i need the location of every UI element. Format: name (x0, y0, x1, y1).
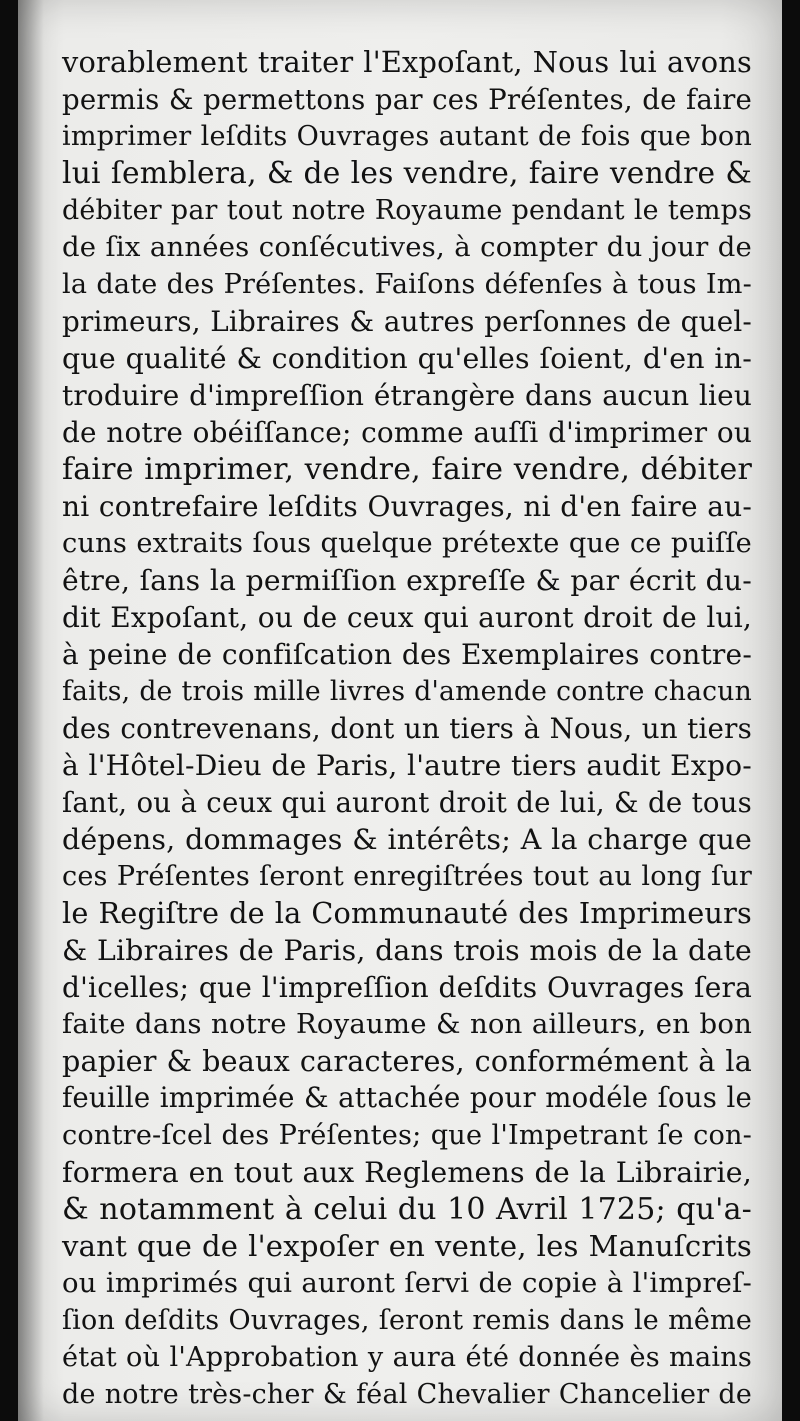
text-line: vorablement traiter l'Expoſant, Nous lui avons (62, 45, 752, 79)
text-line: ces Préſentes ſeront enregiſtrées tout au long ſur (62, 861, 752, 892)
book-page (18, 0, 782, 1421)
text-line: être, ſans la permiſſion expreſſe & par écrit du- (62, 564, 752, 597)
text-line: à peine de confiſcation des Exemplaires contre- (62, 638, 752, 671)
text-line: feuille imprimée & attachée pour modéle ſous le (62, 1082, 752, 1114)
text-line: imprimer leſdits Ouvrages autant de fois que bon (62, 121, 752, 152)
text-line: ſion deſdits Ouvrages, ſeront remis dans le même (62, 1305, 752, 1336)
text-line: faire imprimer, vendre, faire vendre, débiter (62, 452, 752, 487)
page-spine-shadow (18, 0, 44, 1421)
text-line: faits, de trois mille livres d'amende contre chacun (62, 676, 752, 707)
text-line: primeurs, Libraires & autres perſonnes de quel- (62, 305, 752, 338)
text-line: de notre très-cher & féal Chevalier Chancelier de (62, 1379, 752, 1410)
text-line: vant que de l'expoſer en vente, les Manuſcrits (62, 1229, 752, 1263)
text-line: de ſix années conſécutives, à compter du jour de (62, 231, 752, 263)
text-line: troduire d'impreſſion étrangère dans aucun lieu (62, 379, 752, 412)
text-line: la date des Préſentes. Faiſons défenſes à tous Im- (62, 269, 752, 300)
text-line: d'icelles; que l'impreſſion deſdits Ouvrages ſera (62, 971, 752, 1004)
text-line: état où l'Approbation y aura été donnée ès mains (62, 1342, 752, 1373)
text-line: à l'Hôtel-Dieu de Paris, l'autre tiers audit Expo- (62, 749, 752, 782)
text-line: le Regiſtre de la Communauté des Imprimeurs (62, 896, 752, 930)
text-line: débiter par tout notre Royaume pendant le temps (62, 195, 752, 226)
text-line: ſant, ou à ceux qui auront droit de lui, & de tous (62, 786, 752, 819)
page-text-body (62, 44, 752, 1413)
text-line: dépens, dommages & intérêts; A la charge que (62, 823, 752, 856)
text-line: lui ſemblera, & de les vendre, faire vendre & (62, 156, 752, 191)
text-line: ou imprimés qui auront ſervi de copie à l'impreſ- (62, 1268, 752, 1299)
text-line: permis & permettons par ces Préſentes, de faire (62, 83, 752, 116)
text-line: dit Expoſant, ou de ceux qui auront droit de lui, (62, 601, 752, 634)
text-line: des contrevenans, dont un tiers à Nous, un tiers (62, 712, 752, 745)
text-line: & Libraires de Paris, dans trois mois de la date (62, 934, 752, 967)
text-line: ni contrefaire leſdits Ouvrages, ni d'en faire au- (62, 490, 752, 523)
text-line: de notre obéiſſance; comme auſſi d'imprimer ou (62, 416, 752, 449)
text-line: formera en tout aux Reglemens de la Librairie, (62, 1156, 752, 1189)
text-line: cuns extraits ſous quelque prétexte que ce puiſſe (62, 528, 752, 559)
text-line: papier & beaux caracteres, conformément à la (62, 1044, 752, 1078)
text-line: contre-ſcel des Préſentes; que l'Impetrant ſe con- (62, 1120, 752, 1151)
text-line: & notamment à celui du 10 Avril 1725; qu'a- (62, 1192, 752, 1227)
text-line: que qualité & condition qu'elles ſoient, d'en in- (62, 342, 752, 375)
text-line: faite dans notre Royaume & non ailleurs, en bon (62, 1008, 752, 1040)
